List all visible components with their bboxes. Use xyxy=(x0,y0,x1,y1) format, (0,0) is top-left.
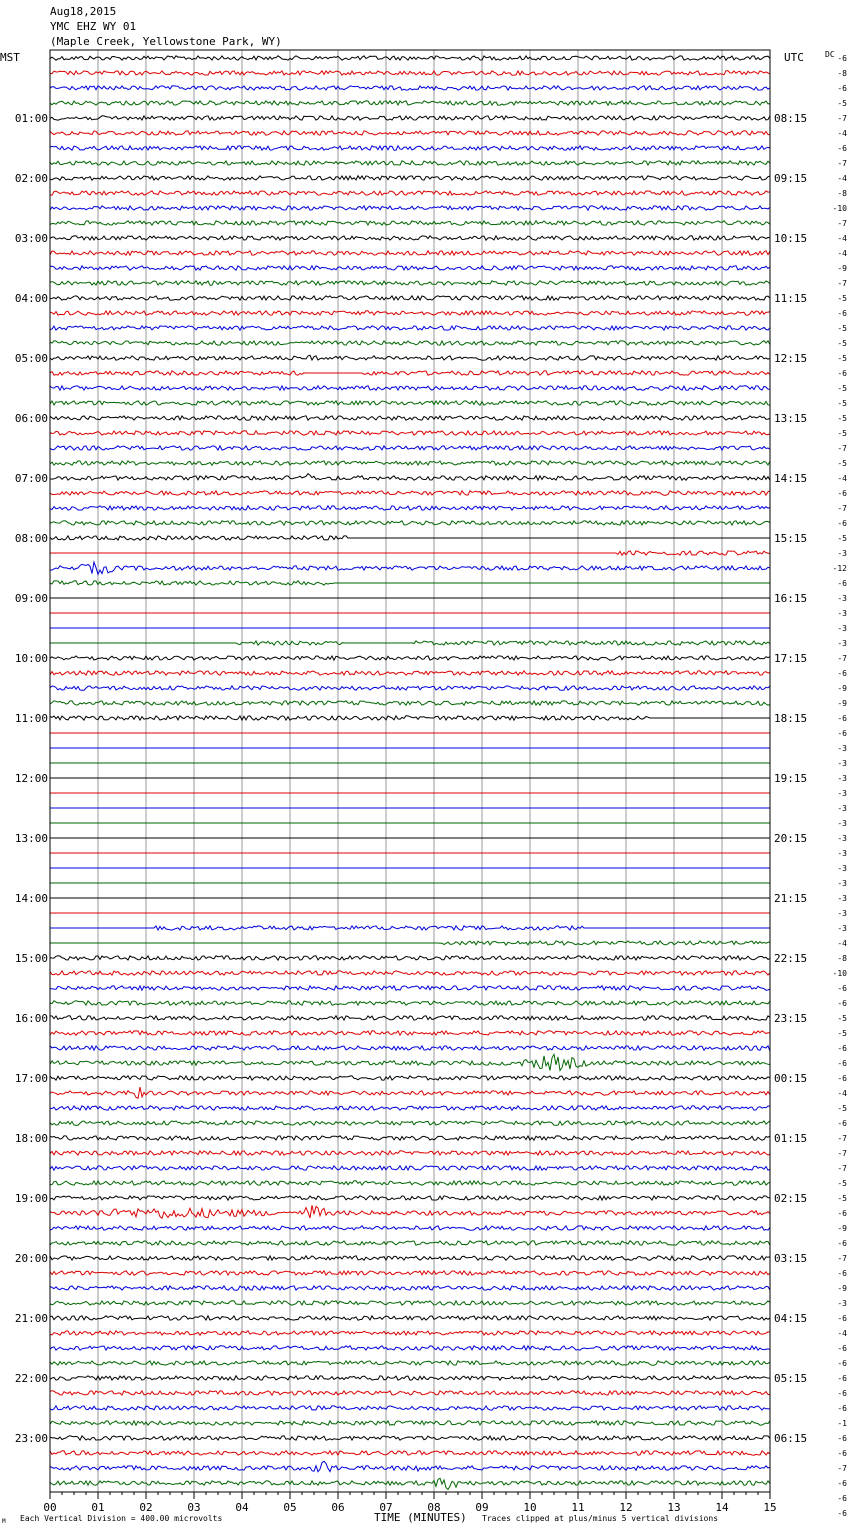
utc-hour-label: 01:15 xyxy=(774,1132,808,1145)
trace-72 xyxy=(50,1136,770,1140)
dc-offset-label: -6 xyxy=(837,714,847,723)
mst-hour-label: 03:00 xyxy=(14,232,48,245)
trace-81 xyxy=(50,1271,770,1275)
dc-offset-label: -7 xyxy=(837,159,847,168)
dc-offset-label: -8 xyxy=(837,189,847,198)
dc-offset-label: -12 xyxy=(832,564,847,573)
mst-hour-label: 12:00 xyxy=(14,772,48,785)
utc-hour-label: 21:15 xyxy=(774,892,808,905)
trace-92 xyxy=(50,1436,770,1440)
utc-hour-label: 05:15 xyxy=(774,1372,808,1385)
dc-offset-label: -6 xyxy=(837,1389,847,1398)
dc-offset-label: -6 xyxy=(837,1059,847,1068)
trace-86 xyxy=(50,1346,770,1350)
dc-offset-label: -8 xyxy=(837,954,847,963)
trace-84 xyxy=(50,1316,770,1320)
dc-offset-label: -7 xyxy=(837,114,847,123)
station-code: YMC EHZ WY 01 xyxy=(50,20,137,33)
dc-offset-label: -3 xyxy=(837,819,847,828)
trace-28 xyxy=(50,474,770,481)
trace-43 xyxy=(50,701,770,705)
trace-59 xyxy=(50,941,770,945)
dc-offset-label: -3 xyxy=(837,609,847,618)
dc-offset-label: -5 xyxy=(837,384,847,393)
dc-offset-label: -6 xyxy=(837,1119,847,1128)
trace-19 xyxy=(50,341,770,345)
trace-27 xyxy=(50,461,770,465)
dc-offset-label: -6 xyxy=(837,1044,847,1053)
trace-90 xyxy=(50,1406,770,1410)
utc-hour-label: 03:15 xyxy=(774,1252,808,1265)
utc-hour-label: 19:15 xyxy=(774,772,808,785)
trace-77 xyxy=(50,1205,770,1218)
utc-hour-label: 23:15 xyxy=(774,1012,808,1025)
trace-78 xyxy=(50,1226,770,1230)
trace-68 xyxy=(50,1076,770,1080)
trace-83 xyxy=(50,1301,770,1305)
dc-offset-label: -7 xyxy=(837,1464,847,1473)
trace-23 xyxy=(50,401,770,405)
dc-offset-label: -5 xyxy=(837,1014,847,1023)
trace-62 xyxy=(50,986,770,990)
dc-offset-label: -6 xyxy=(837,1344,847,1353)
left-timezone-label: MST xyxy=(0,51,20,64)
utc-hour-label: 22:15 xyxy=(774,952,808,965)
mst-hour-label: 23:00 xyxy=(14,1432,48,1445)
dc-offset-label: -6 xyxy=(837,1374,847,1383)
dc-offset-label: -6 xyxy=(837,309,847,318)
utc-hour-label: 02:15 xyxy=(774,1192,808,1205)
trace-30 xyxy=(50,506,770,510)
scale-note: Each Vertical Division = 400.00 microvolts xyxy=(20,1514,223,1523)
dc-offset-label: -6 xyxy=(837,1359,847,1368)
trace-13 xyxy=(50,251,770,255)
trace-5 xyxy=(50,131,770,135)
dc-offset-label: -9 xyxy=(837,699,847,708)
dc-offset-label: -6 xyxy=(837,729,847,738)
dc-offset-label: -3 xyxy=(837,834,847,843)
dc-offset-label: -4 xyxy=(837,129,847,138)
mst-hour-label: 01:00 xyxy=(14,112,48,125)
trace-80 xyxy=(50,1256,770,1260)
x-tick-label: 03 xyxy=(187,1501,201,1514)
dc-offset-label: -6 xyxy=(837,1239,847,1248)
trace-21 xyxy=(50,371,770,375)
trace-22 xyxy=(50,386,770,390)
trace-93 xyxy=(50,1451,770,1455)
dc-offset-label: -7 xyxy=(837,1254,847,1263)
dc-offset-label: -3 xyxy=(837,1299,847,1308)
trace-group xyxy=(50,56,770,1490)
mst-hour-label: 06:00 xyxy=(14,412,48,425)
trace-58 xyxy=(50,926,770,930)
trace-85 xyxy=(50,1331,770,1335)
x-tick-label: 14 xyxy=(715,1501,729,1514)
x-tick-label: 12 xyxy=(619,1501,633,1514)
trace-44 xyxy=(50,716,770,720)
dc-offset-label: -5 xyxy=(837,354,847,363)
dc-offset-label: -6 xyxy=(837,519,847,528)
dc-offset-label: -4 xyxy=(837,174,847,183)
trace-79 xyxy=(50,1241,770,1245)
dc-offset-label: -3 xyxy=(837,774,847,783)
dc-offset-label: -3 xyxy=(837,849,847,858)
trace-89 xyxy=(50,1391,770,1395)
dc-offset-label: -3 xyxy=(837,639,847,648)
dc-offset-label: -7 xyxy=(837,279,847,288)
trace-14 xyxy=(50,266,770,270)
utc-hour-label: 17:15 xyxy=(774,652,808,665)
dc-offset-label: -6 xyxy=(837,489,847,498)
trace-8 xyxy=(50,176,770,180)
utc-hour-label: 09:15 xyxy=(774,172,808,185)
trace-39 xyxy=(50,641,770,645)
dc-offset-label: -6 xyxy=(837,1509,847,1518)
dc-offset-label: -6 xyxy=(837,54,847,63)
utc-hour-label: 13:15 xyxy=(774,412,808,425)
x-tick-label: 00 xyxy=(43,1501,57,1514)
dc-offset-label: -6 xyxy=(837,1494,847,1503)
dc-offset-label: -6 xyxy=(837,984,847,993)
dc-offset-label: -1 xyxy=(837,1419,847,1428)
dc-offset-label: -6 xyxy=(837,1434,847,1443)
utc-hour-label: 16:15 xyxy=(774,592,808,605)
trace-67 xyxy=(50,1054,770,1070)
trace-26 xyxy=(50,446,770,450)
trace-29 xyxy=(50,491,770,495)
utc-hour-label: 14:15 xyxy=(774,472,808,485)
trace-87 xyxy=(50,1361,770,1365)
dc-offset-label: -6 xyxy=(837,669,847,678)
trace-70 xyxy=(50,1106,770,1110)
dc-offset-label: -3 xyxy=(837,624,847,633)
trace-73 xyxy=(50,1151,770,1155)
trace-9 xyxy=(50,191,770,195)
mst-hour-label: 10:00 xyxy=(14,652,48,665)
utc-hour-label: 15:15 xyxy=(774,532,808,545)
mst-hour-label: 08:00 xyxy=(14,532,48,545)
dc-offset-label: -5 xyxy=(837,99,847,108)
dc-offset-label: -6 xyxy=(837,579,847,588)
dc-offset-label: -6 xyxy=(837,999,847,1008)
utc-hour-label: 04:15 xyxy=(774,1312,808,1325)
x-tick-label: 08 xyxy=(427,1501,441,1514)
dc-offset-label: -4 xyxy=(837,1329,847,1338)
dc-offset-label: -3 xyxy=(837,894,847,903)
dc-offset-label: -6 xyxy=(837,84,847,93)
trace-41 xyxy=(50,671,770,675)
dc-offset-label: -4 xyxy=(837,1089,847,1098)
utc-hour-label: 11:15 xyxy=(774,292,808,305)
trace-35 xyxy=(50,581,770,585)
utc-hour-label: 08:15 xyxy=(774,112,808,125)
clip-note: Traces clipped at plus/minus 5 vertical divisions xyxy=(482,1514,719,1523)
utc-hour-label: 12:15 xyxy=(774,352,808,365)
x-tick-label: 02 xyxy=(139,1501,153,1514)
dc-offset-label: -3 xyxy=(837,789,847,798)
dc-offset-label: -6 xyxy=(837,1269,847,1278)
dc-offset-label: -3 xyxy=(837,864,847,873)
mst-hour-label: 21:00 xyxy=(14,1312,48,1325)
dc-offset-label: -8 xyxy=(837,69,847,78)
mst-hour-label: 15:00 xyxy=(14,952,48,965)
mst-hour-label: 16:00 xyxy=(14,1012,48,1025)
dc-offset-label: -5 xyxy=(837,339,847,348)
trace-32 xyxy=(50,536,770,540)
trace-17 xyxy=(50,311,770,315)
trace-31 xyxy=(50,521,770,525)
utc-hour-label: 18:15 xyxy=(774,712,808,725)
trace-0 xyxy=(50,56,770,60)
trace-33 xyxy=(50,551,770,555)
station-location: (Maple Creek, Yellowstone Park, WY) xyxy=(50,35,282,48)
dc-offset-label: -9 xyxy=(837,1284,847,1293)
dc-offset-label: -3 xyxy=(837,594,847,603)
trace-82 xyxy=(50,1286,770,1290)
trace-1 xyxy=(50,71,770,75)
mst-hour-labels xyxy=(15,112,48,1445)
dc-offset-label: -5 xyxy=(837,429,847,438)
trace-42 xyxy=(50,686,770,690)
mst-hour-label: 14:00 xyxy=(14,892,48,905)
utc-hour-label: 20:15 xyxy=(774,832,808,845)
dc-offset-label: -10 xyxy=(832,204,847,213)
trace-11 xyxy=(50,221,770,225)
dc-offset-label: -5 xyxy=(837,1179,847,1188)
trace-18 xyxy=(50,326,770,330)
trace-20 xyxy=(50,355,770,360)
trace-61 xyxy=(50,971,770,975)
x-tick-label: 06 xyxy=(331,1501,345,1514)
mst-hour-label: 20:00 xyxy=(14,1252,48,1265)
trace-24 xyxy=(50,416,770,420)
dc-offset-label: -3 xyxy=(837,804,847,813)
trace-76 xyxy=(50,1196,770,1200)
x-tick-label: 04 xyxy=(235,1501,249,1514)
dc-offset-label: -6 xyxy=(837,1449,847,1458)
trace-88 xyxy=(50,1376,770,1380)
dc-offset-label: -7 xyxy=(837,444,847,453)
dc-offset-label: -5 xyxy=(837,414,847,423)
x-tick-label: 01 xyxy=(91,1501,105,1514)
dc-offset-label: -6 xyxy=(837,369,847,378)
dc-offset-label: -7 xyxy=(837,504,847,513)
mst-hour-label: 05:00 xyxy=(14,352,48,365)
trace-12 xyxy=(50,236,770,240)
dc-offset-label: -3 xyxy=(837,879,847,888)
trace-75 xyxy=(50,1181,770,1185)
utc-hour-label: 00:15 xyxy=(774,1072,808,1085)
trace-34 xyxy=(50,562,770,574)
dc-offset-label: -5 xyxy=(837,534,847,543)
trace-63 xyxy=(50,1001,770,1005)
dc-offset-label: -4 xyxy=(837,474,847,483)
x-tick-label: 13 xyxy=(667,1501,681,1514)
dc-offset-label: -3 xyxy=(837,759,847,768)
trace-66 xyxy=(50,1046,770,1051)
utc-hour-label: 06:15 xyxy=(774,1432,808,1445)
mst-hour-label: 17:00 xyxy=(14,1072,48,1085)
dc-offset-labels xyxy=(833,54,848,1518)
x-tick-label: 07 xyxy=(379,1501,393,1514)
dc-offset-label: -5 xyxy=(837,324,847,333)
dc-offset-label: -9 xyxy=(837,1224,847,1233)
mst-hour-label: 19:00 xyxy=(14,1192,48,1205)
dc-offset-label: -5 xyxy=(837,1029,847,1038)
right-timezone-label: UTC xyxy=(784,51,804,64)
dc-offset-label: -6 xyxy=(837,1404,847,1413)
trace-4 xyxy=(50,116,770,120)
dc-offset-label: -7 xyxy=(837,1134,847,1143)
dc-offset-label: -6 xyxy=(837,1479,847,1488)
mst-hour-label: 13:00 xyxy=(14,832,48,845)
dc-offset-label: -6 xyxy=(837,1314,847,1323)
dc-offset-label: -3 xyxy=(837,744,847,753)
trace-91 xyxy=(50,1421,770,1425)
trace-2 xyxy=(50,86,770,90)
x-tick-label: 09 xyxy=(475,1501,489,1514)
x-tick-label: 11 xyxy=(571,1501,585,1514)
dc-offset-header: DC xyxy=(825,50,835,59)
corner-mark: M xyxy=(2,1518,6,1525)
dc-offset-label: -10 xyxy=(832,969,847,978)
dc-offset-label: -6 xyxy=(837,144,847,153)
mst-hour-label: 11:00 xyxy=(14,712,48,725)
trace-94 xyxy=(50,1461,770,1471)
trace-40 xyxy=(50,656,770,660)
trace-3 xyxy=(50,101,770,105)
trace-74 xyxy=(50,1166,770,1170)
mst-hour-label: 04:00 xyxy=(14,292,48,305)
dc-offset-label: -3 xyxy=(837,549,847,558)
trace-6 xyxy=(50,146,770,150)
dc-offset-label: -5 xyxy=(837,294,847,303)
trace-15 xyxy=(50,281,770,285)
dc-offset-label: -9 xyxy=(837,684,847,693)
dc-offset-label: -5 xyxy=(837,1104,847,1113)
dc-offset-label: -7 xyxy=(837,219,847,228)
trace-10 xyxy=(50,206,770,210)
trace-64 xyxy=(50,1016,770,1020)
dc-offset-label: -5 xyxy=(837,459,847,468)
trace-71 xyxy=(50,1121,770,1125)
trace-65 xyxy=(50,1031,770,1035)
plot-date: Aug18,2015 xyxy=(50,5,117,18)
mst-hour-label: 02:00 xyxy=(14,172,48,185)
mst-hour-label: 09:00 xyxy=(14,592,48,605)
dc-offset-label: -5 xyxy=(837,1194,847,1203)
mst-hour-label: 18:00 xyxy=(14,1132,48,1145)
dc-offset-label: -4 xyxy=(837,939,847,948)
trace-60 xyxy=(50,956,770,960)
dc-offset-label: -6 xyxy=(837,1209,847,1218)
utc-hour-label: 10:15 xyxy=(774,232,808,245)
dc-offset-label: -4 xyxy=(837,249,847,258)
dc-offset-label: -6 xyxy=(837,1074,847,1083)
trace-16 xyxy=(50,296,770,300)
dc-offset-label: -3 xyxy=(837,909,847,918)
dc-offset-label: -7 xyxy=(837,654,847,663)
trace-95 xyxy=(50,1478,770,1489)
trace-69 xyxy=(50,1087,770,1098)
trace-7 xyxy=(50,161,770,165)
mst-hour-label: 07:00 xyxy=(14,472,48,485)
x-tick-label: 15 xyxy=(763,1501,777,1514)
dc-offset-label: -9 xyxy=(837,264,847,273)
dc-offset-label: -7 xyxy=(837,1164,847,1173)
trace-25 xyxy=(50,431,770,435)
dc-offset-label: -3 xyxy=(837,924,847,933)
dc-offset-label: -4 xyxy=(837,234,847,243)
x-axis-title: TIME (MINUTES) xyxy=(374,1511,467,1524)
mst-hour-label: 22:00 xyxy=(14,1372,48,1385)
utc-hour-labels xyxy=(774,112,807,1445)
dc-offset-label: -5 xyxy=(837,399,847,408)
dc-offset-label: -7 xyxy=(837,1149,847,1158)
x-tick-label: 10 xyxy=(523,1501,537,1514)
x-tick-label: 05 xyxy=(283,1501,297,1514)
